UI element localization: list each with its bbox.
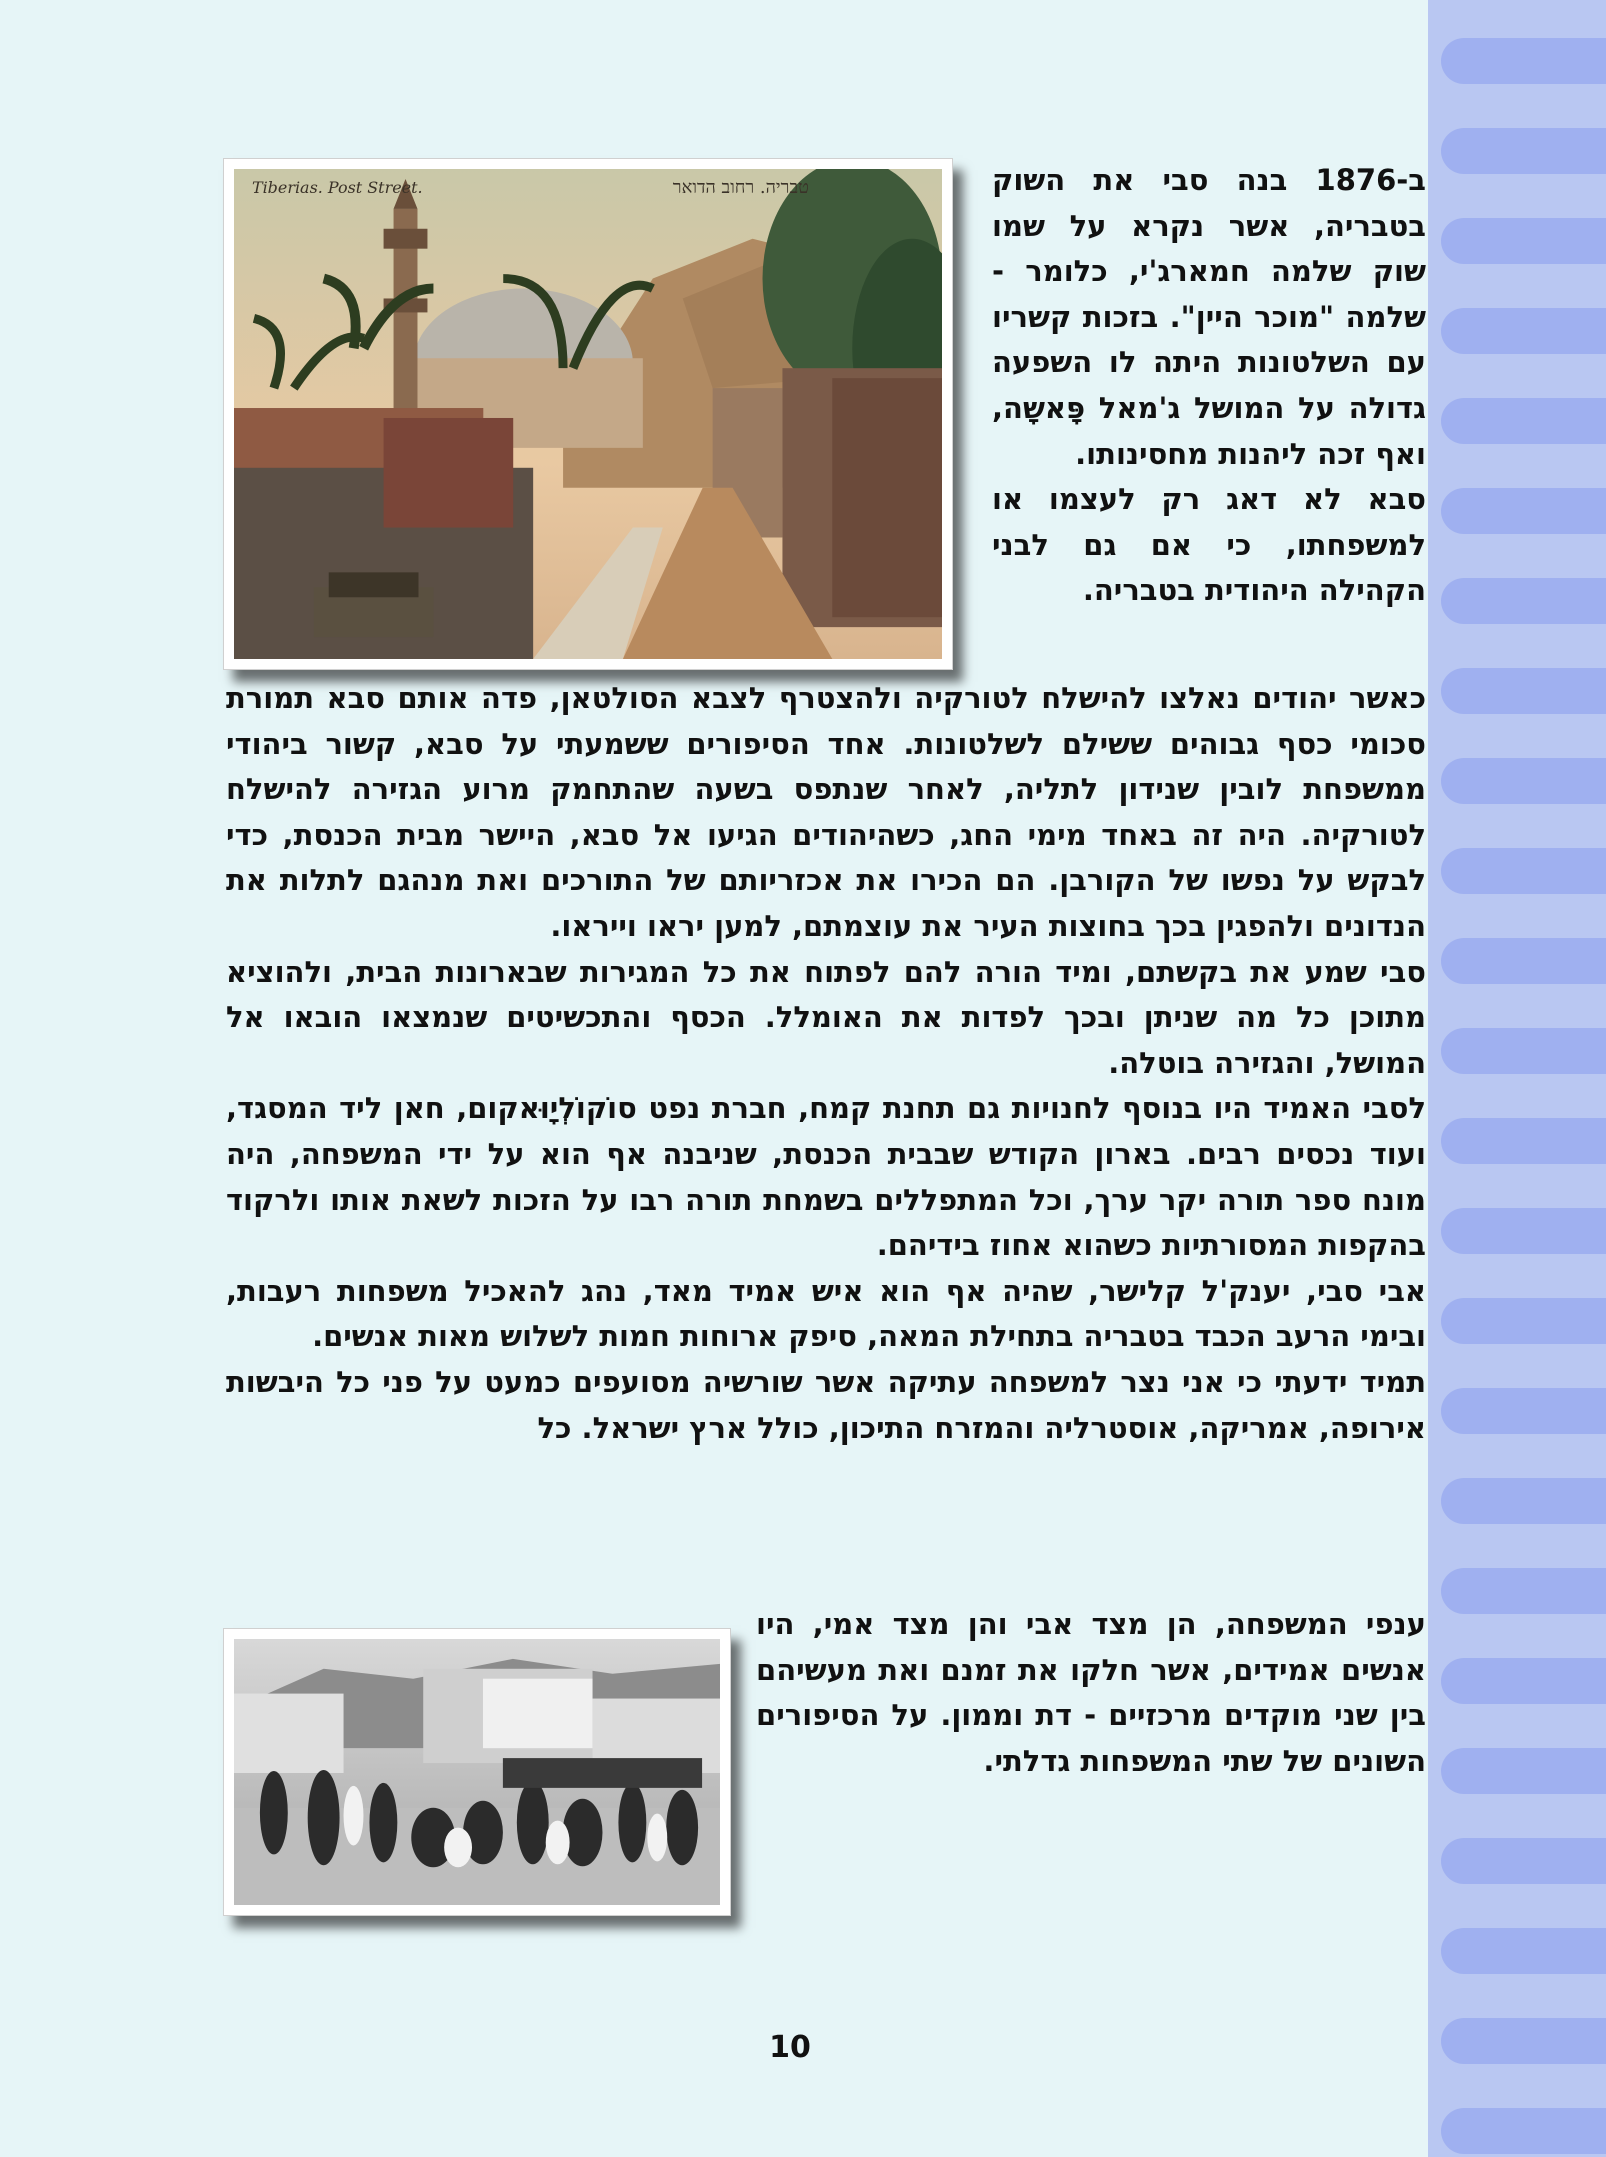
decorative-tab	[1441, 1568, 1606, 1614]
decorative-tab	[1441, 1838, 1606, 1884]
text-block-main	[226, 676, 1426, 1451]
paragraph-ransom: כאשר יהודים נאלצו להישלח לטורקיה ולהצטרף לצבא הסולטאן, פדה אותם סבא תמורת סכומי כסף גבוהים ששילם לשלטונות. אחד הסיפורים ששמעתי על סבא, קשור ביהודי ממשפחת לובין שנידון לתליה, לאחר שנתפס בשעה שהתחמק מרוע הגזירה להישלח לטורקיה. היה זה באחד מימי החג, כשהיהודים הגיעו אל סבא, היישר מבית הכנסת, כדי לבקש על נפשו של הקורבן. הם הכירו את אכזריותם של התורכים ואת מנהגם לתלות את הנדונים ולהפגין בכך בחוצות העיר את עוצמתם, למען יראו וייראו.	[226, 681, 1426, 943]
decorative-tab	[1441, 1928, 1606, 1974]
decorative-tab	[1441, 1028, 1606, 1074]
paragraph-branches: ענפי המשפחה, הן מצד אבי והן מצד אמי, היו אנשים אמידים, אשר חלקו את זמנם ואת מעשיהם בין שני מוקדים מרכזיים - דת וממון. על הסיפורים השונים של שתי המשפחות גדלתי.	[756, 1607, 1426, 1778]
decorative-tab	[1441, 1118, 1606, 1164]
paragraph-market: ב-1876 בנה סבי את השוק בטבריה, אשר נקרא על שמו שוק שלמה חמארג'י, כלומר - שלמה "מוכר היין". בזכות קשריו עם השלטונות היתה לו השפעה גדולה על המושל ג'מאל פָּאשָה, ואף זכה ליהנות מחסינותו.	[992, 163, 1426, 471]
decorative-tab	[1441, 1478, 1606, 1524]
paragraph-community: סבא לא דאג רק לעצמו או למשפחתו, כי אם גם לבני הקהילה היהודית בטבריה.	[992, 482, 1426, 608]
decorative-tab	[1441, 1208, 1606, 1254]
decorative-tab	[1441, 2108, 1606, 2154]
paragraph-drawers: סבי שמע את בקשתם, ומיד הורה להם לפתוח את כל המגירות שבארונות הבית, ולהוציא מתוכן כל מה שניתן ובכך לפדות את האומלל. הכסף והתכשיטים שנמצאו הובאו אל המושל, והגזירה בוטלה.	[226, 954, 1426, 1080]
text-block-bottom	[756, 1602, 1426, 1784]
decorative-tab	[1441, 218, 1606, 264]
market-photo-bw	[223, 1628, 731, 1916]
paragraph-great-grandfather: אבי סבי, יענק'ל קלישר, שהיה אף הוא איש אמיד מאד, נהג להאכיל משפחות רעבות, ובימי הרעב הכבד בטבריה בתחילת המאה, סיפק ארוחות חמות לשלוש מאות אנשים.	[226, 1273, 1426, 1354]
postcard-caption-latin: Tiberias. Post Street.	[251, 177, 423, 197]
paragraph-ancient-family: תמיד ידעתי כי אני נצר למשפחה עתיקה אשר שורשיה מסועפים כמעט על פני כל היבשות אירופה, אמריקה, אוסטרליה והמזרח התיכון, כולל ארץ ישראל. כל	[226, 1364, 1426, 1445]
text-block-top	[992, 158, 1426, 614]
decorative-tab	[1441, 758, 1606, 804]
paragraph-properties: לסבי האמיד היו בנוסף לחנויות גם תחנת קמח, חברת נפט סוֹקוֹלְיָוּאקום, חאן ליד המסגד, ועוד נכסים רבים. בארון הקודש שבבית הכנסת, שניבנה אף הוא על ידי המשפחה, היה מונח ספר תורה יקר ערך, וכל המתפללים בשמחת תורה רבו על הזכות לשאת אותו ולרקוד בהקפות המסורתיות כשהוא אחוז בידיהם.	[226, 1091, 1426, 1263]
decorative-tab	[1441, 308, 1606, 354]
decorative-tab	[1441, 1388, 1606, 1434]
decorative-tab	[1441, 578, 1606, 624]
decorative-tab	[1441, 38, 1606, 84]
decorative-tab	[1441, 938, 1606, 984]
decorative-tab	[1441, 848, 1606, 894]
postcard-photo-tiberias	[223, 158, 953, 670]
decorative-tab	[1441, 398, 1606, 444]
decorative-tab	[1441, 488, 1606, 534]
postcard-caption-hebrew: טבריה. רחוב הדואר	[672, 176, 809, 198]
market-image	[234, 1639, 720, 1905]
decorative-tab	[1441, 128, 1606, 174]
postcard-image	[234, 169, 942, 659]
decorative-tab	[1441, 2018, 1606, 2064]
decorative-tab	[1441, 1658, 1606, 1704]
page-number: 10	[769, 2030, 811, 2065]
decorative-tab	[1441, 1748, 1606, 1794]
decorative-tab	[1441, 668, 1606, 714]
decorative-tab	[1441, 1298, 1606, 1344]
